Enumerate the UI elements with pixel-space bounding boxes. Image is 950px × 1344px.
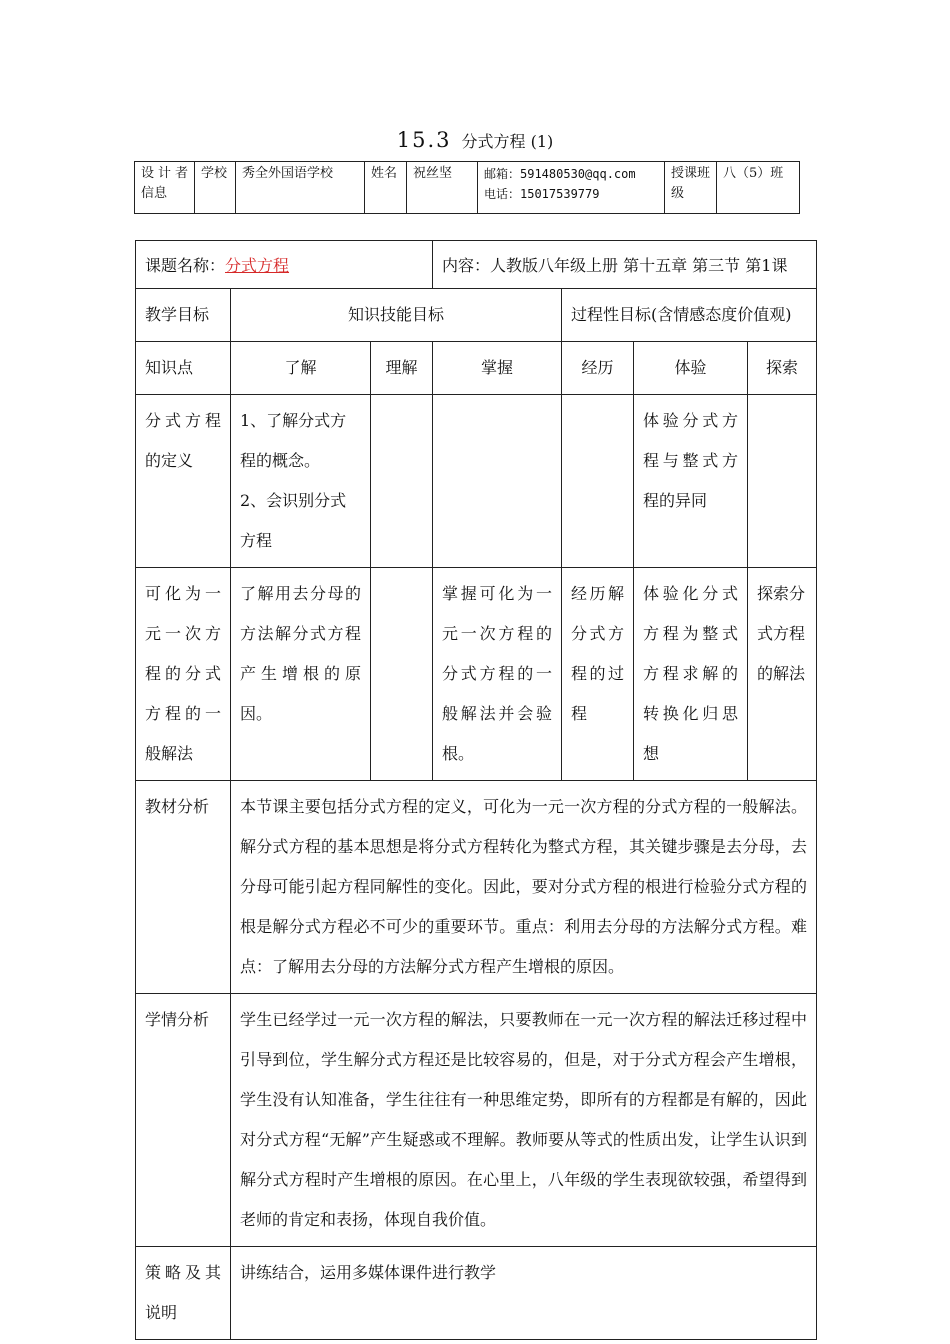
row1-comprehend	[371, 395, 433, 568]
row1-master	[433, 395, 562, 568]
name-value: 祝丝坚	[407, 162, 478, 214]
row2-explore: 探索分式方程的解法	[748, 568, 817, 781]
topic-link[interactable]: 分式方程	[225, 256, 290, 275]
row1-experience	[562, 395, 634, 568]
email-value: 邮箱：591480530@qq.com	[484, 167, 636, 181]
strategy-text: 讲练结合，运用多媒体课件进行教学	[231, 1247, 817, 1340]
row1-understand: 1、了解分式方程的概念。 2、会识别分式方程	[231, 395, 371, 568]
row2-point: 可化为一元一次方程的分式方程的一般解法	[136, 568, 231, 781]
class-label: 授课班级	[665, 162, 717, 214]
row2-master: 掌握可化为一元一次方程的分式方程的一般解法并会验根。	[433, 568, 562, 781]
title-text: 分式方程 (1)	[461, 132, 554, 151]
name-label: 姓名	[365, 162, 407, 214]
designer-info-table	[134, 161, 800, 214]
header-point: 知识点	[136, 342, 231, 395]
header-comprehend: 理解	[371, 342, 433, 395]
row2-understand: 了解用去分母的方法解分式方程产生增根的原因。	[231, 568, 371, 781]
header-master: 掌握	[433, 342, 562, 395]
header-explore: 探索	[748, 342, 817, 395]
row1-explore	[748, 395, 817, 568]
knowledge-skill-header: 知识技能目标	[231, 289, 562, 342]
title-number: 15.3	[396, 128, 452, 152]
header-understand: 了解	[231, 342, 371, 395]
content-cell: 内容：人教版八年级上册 第十五章 第三节 第1课	[433, 241, 817, 289]
material-text: 本节课主要包括分式方程的定义，可化为一元一次方程的分式方程的一般解法。解分式方程的基本思想是将分式方程转化为整式方程，其关键步骤是去分母，去分母可能引起方程同解性的变化。因此，要对分式方程的根进行检验分式方程的根是解分式方程必不可少的重要环节。重点：利用去分母的方法解分式方程。难点：了解用去分母的方法解分式方程产生增根的原因。	[231, 781, 817, 994]
school-label: 学校	[195, 162, 236, 214]
header-experience: 经历	[562, 342, 634, 395]
strategy-label: 策略及其说明	[136, 1247, 231, 1340]
row2-feel: 体验化分式方程为整式方程求解的转换化归思想	[634, 568, 748, 781]
row1-point: 分式方程的定义	[136, 395, 231, 568]
material-label: 教材分析	[136, 781, 231, 994]
class-value: 八（5）班	[717, 162, 800, 214]
phone-value: 电话：15017539779	[484, 187, 600, 201]
school-value: 秀全外国语学校	[236, 162, 365, 214]
students-text: 学生已经学过一元一次方程的解法，只要教师在一元一次方程的解法迁移过程中引导到位，学生解分式方程还是比较容易的，但是，对于分式方程会产生增根，学生没有认知准备，学生往往有一种思维定势，即所有的方程都是有解的，因此对分式方程“无解”产生疑惑或不理解。教师要从等式的性质出发，让学生认识到解分式方程时产生增根的原因。在心里上，八年级的学生表现欲较强，希望得到老师的肯定和表扬，体现自我价值。	[231, 994, 817, 1247]
objectives-label: 教学目标	[136, 289, 231, 342]
row2-experience: 经历解分式方程的过程	[562, 568, 634, 781]
topic-cell	[136, 241, 433, 289]
contact-cell	[478, 162, 665, 214]
topic-label: 课题名称：	[145, 256, 226, 275]
header-feel: 体验	[634, 342, 748, 395]
designer-label: 设计者信息	[135, 162, 195, 214]
row1-feel: 体验分式方程与整式方程的异同	[634, 395, 748, 568]
page-title	[0, 128, 950, 152]
process-header: 过程性目标(含情感态度价值观)	[562, 289, 817, 342]
students-label: 学情分析	[136, 994, 231, 1247]
row2-comprehend	[371, 568, 433, 781]
lesson-plan-table	[135, 240, 817, 1340]
